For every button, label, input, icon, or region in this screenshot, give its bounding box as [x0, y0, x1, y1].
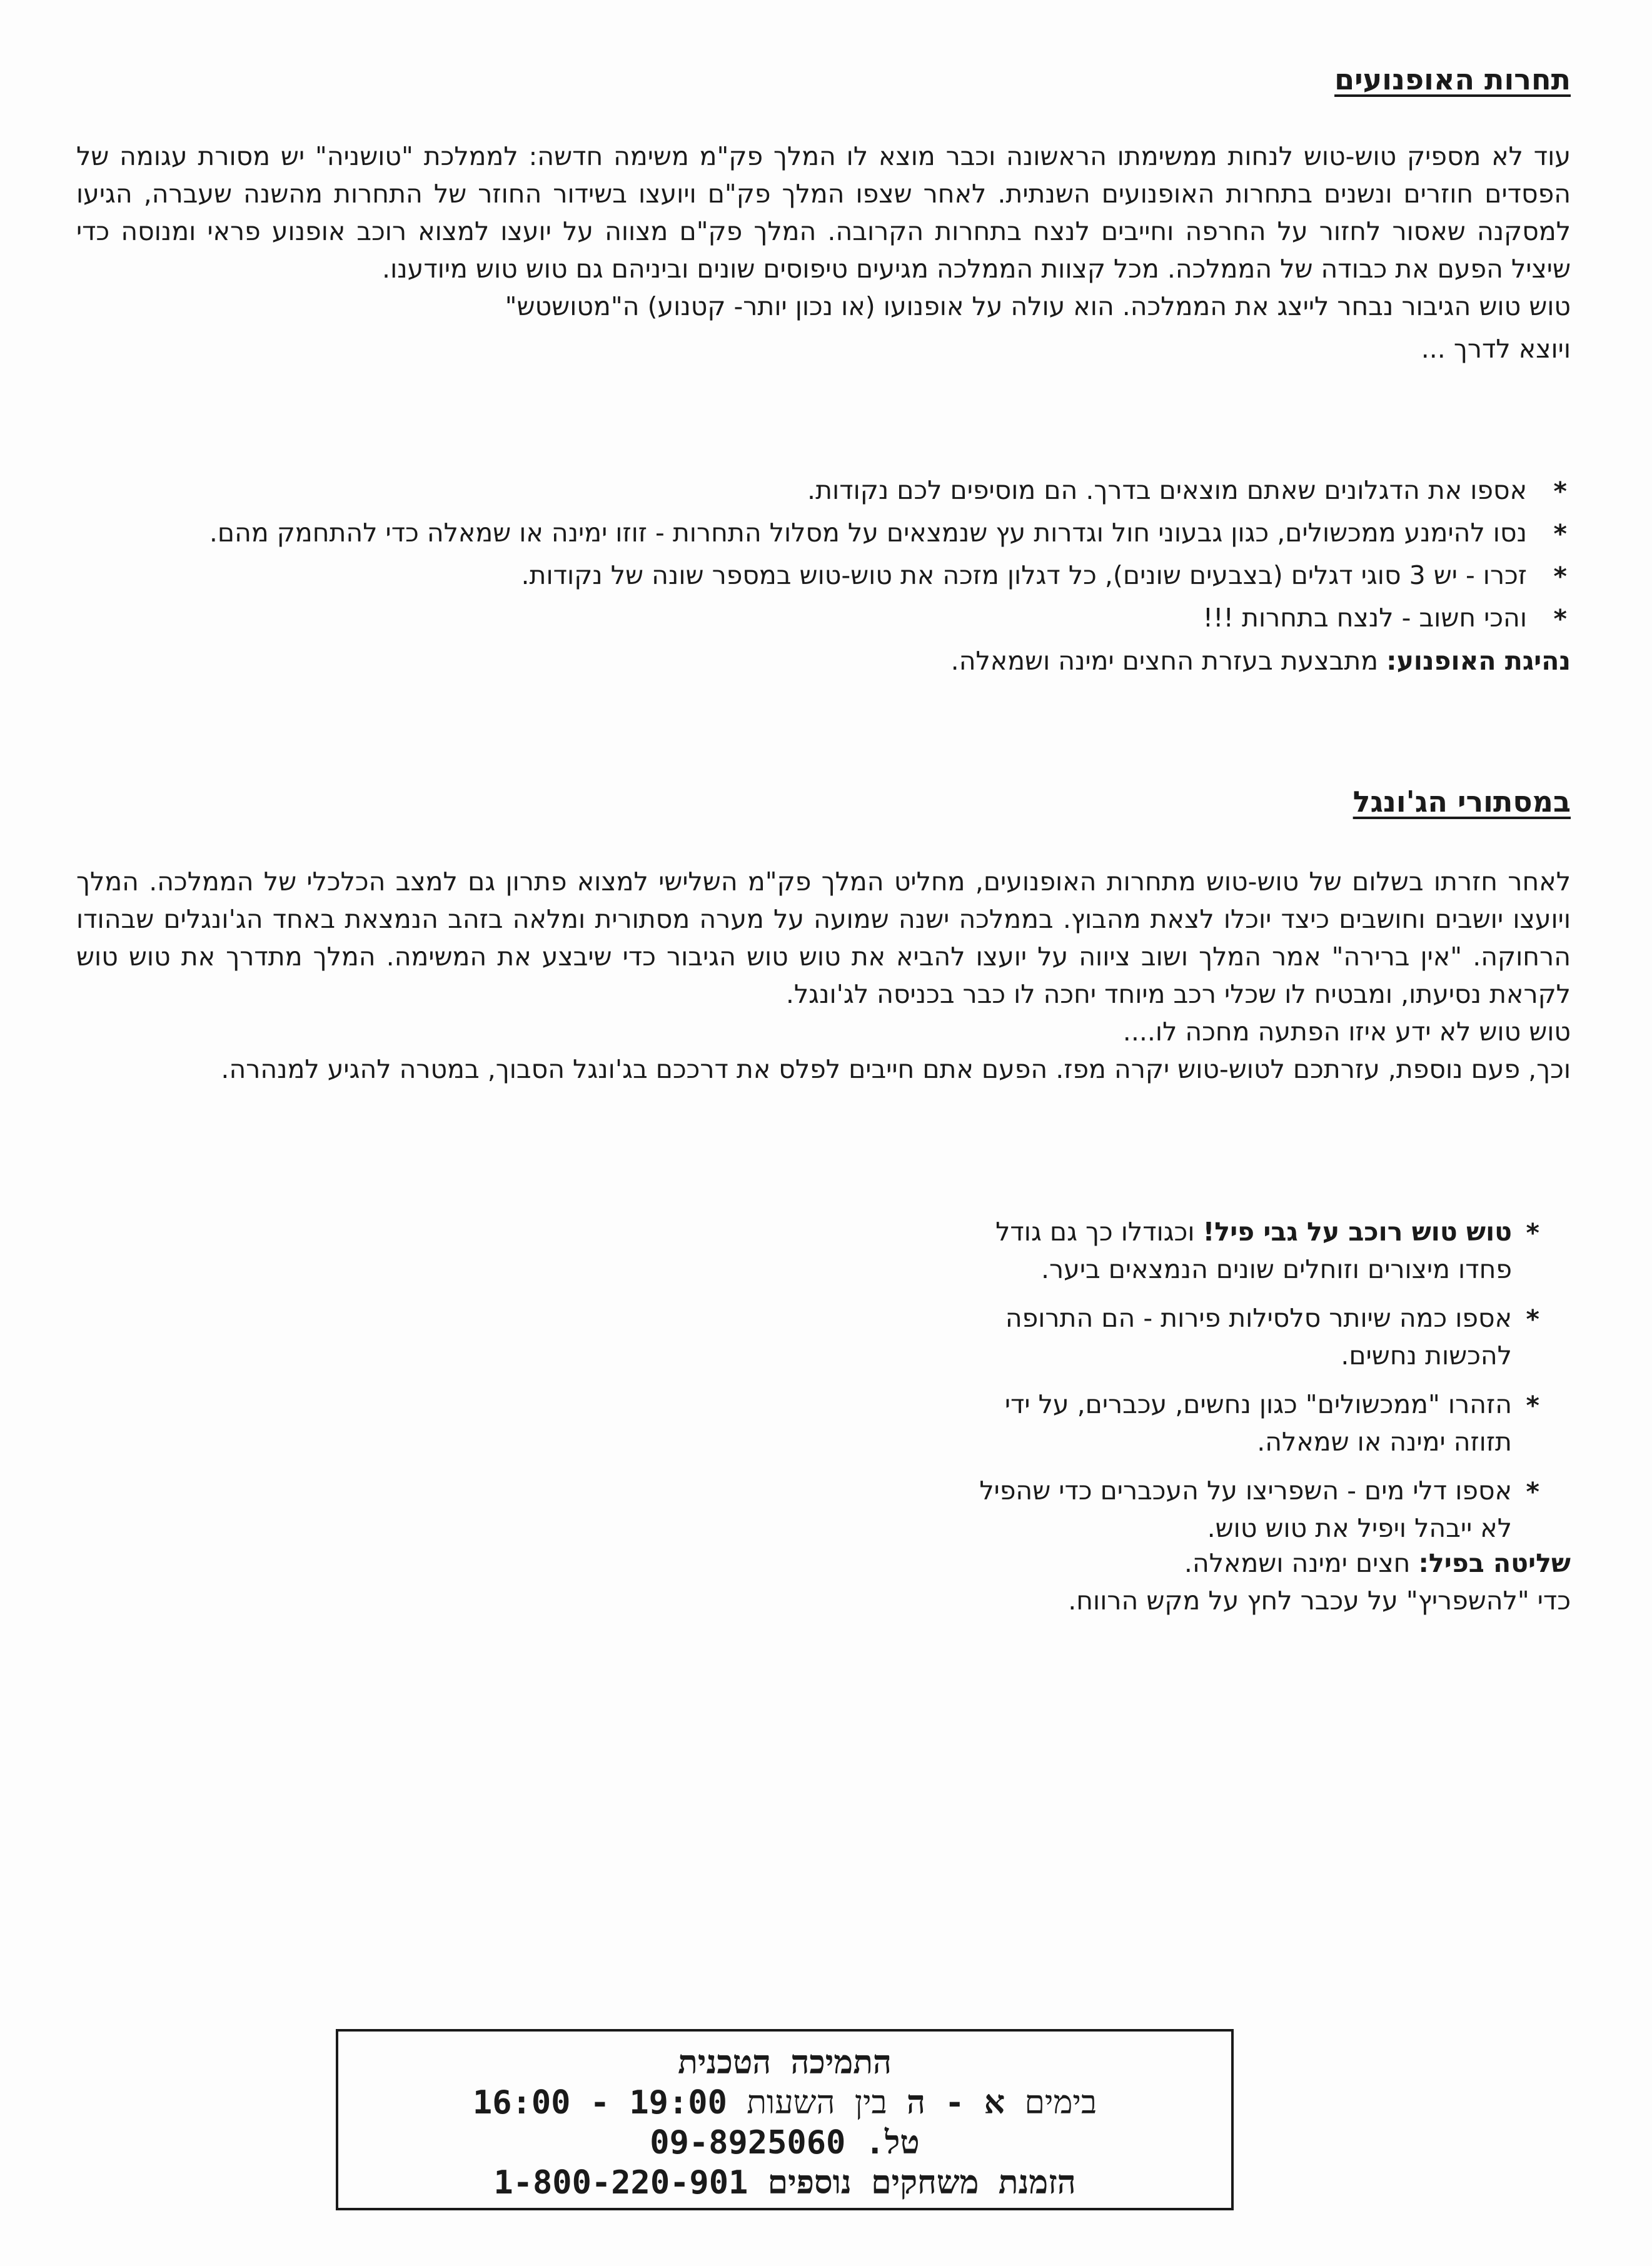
motorcycle-hero-line: טוש טוש הגיבור נבחר לייצג את הממלכה. הוא עולה על אופנועו (או נכון יותר- קטנוע) ה"מטושטש" — [505, 291, 1571, 321]
bullet-star-icon: * — [1553, 561, 1567, 592]
jungle-paragraph: לאחר חזרתו בשלום של טוש-טוש מתחרות האופנועים, מחליט המלך פק"מ השלישי למצוא פתרון גם למצב הכלכלי של הממלכה. המלך ויועצו יושבים וחושבים כיצד יוכלו לצאת מהבוץ. בממלכה ישנה שמועה על מערה מסתורית ומלאה בזהב הנמצאת באחד הג'ונגלים שבהודו הרחוקה. "אין ברירה" אמר המלך ושוב ציווה על יועצו להביא את טוש טוש הגיבור כדי שיבצע את המשימה. המלך מתדרך את טוש טוש לקראת נסיעתו, ומבטיח לו שכלי רכב מיוחד יחכה לו כבר בכניסה לג'ונגל. — [76, 867, 1571, 1009]
motorcycle-title: תחרות האופנועים — [1334, 63, 1571, 96]
bullet-star-icon: * — [1526, 1391, 1539, 1421]
support-phone: טל. 09-8925060 — [650, 2124, 920, 2162]
jungle-section — [76, 785, 1571, 818]
jungle-title: במסתורי הג'ונגל — [1352, 785, 1571, 818]
support-orders: הזמנת משחקים נוספים 1-800-220-901 — [493, 2164, 1076, 2202]
jungle-bullet-list — [977, 1213, 1539, 1547]
motorcycle-bullet: * זכרו - יש 3 סוגי דגלים (בצבעים שונים), כל דגלון מזכה את טוש-טוש במספר שונה של נקודות. — [76, 557, 1571, 593]
jungle-line-help: וכך, פעם נוספת, עזרתכם לטוש-טוש יקרה מפז. הפעם אתם חייבים לפלס את דרככם בג'ונגל הסבוך, במטרה להגיע למנהרה. — [221, 1054, 1571, 1084]
support-title: התמיכה הטכנית — [678, 2044, 892, 2082]
bullet-star-icon: * — [1526, 1477, 1539, 1507]
tech-support-box — [336, 2029, 1234, 2210]
motorcycle-story — [76, 138, 1571, 368]
jungle-controls-block — [76, 1544, 1571, 1619]
jungle-controls-spacebar: כדי "להשפריץ" על עכבר לחץ על מקש הרווח. — [1068, 1586, 1571, 1616]
bullet-star-icon: * — [1526, 1304, 1539, 1334]
motorcycle-controls-text: מתבצעת בעזרת החצים ימינה ושמאלה. — [950, 646, 1387, 676]
motorcycle-bullet: * אספו את הדגלונים שאתם מוצאים בדרך. הם מוסיפים לכם נקודות. — [76, 472, 1571, 508]
motorcycle-outro-line: ויוצא לדרך ... — [1421, 334, 1571, 364]
motorcycle-controls-label: נהיגת האופנוע: — [1386, 646, 1571, 676]
motorcycle-paragraph: עוד לא מספיק טוש-טוש לנחות ממשימתו הראשונה וכבר מוצא לו המלך פק"מ משימה חדשה: לממלכת "טושניה" יש מסורת עגומה של הפסדים חוזרים ונשנים בתחרות האופנועים השנתית. לאחר שצפו המלך פק"ם ויועצו בשידור החוזר של התחרות מהשנה שעברה, הגיעו למסקנה שאסור לחזור על החרפה וחייבים לנצח בתחרות הקרובה. המלך פק"ם מצווה על יועצו למצוא רוכב אופנוע פראי ומנוסה כדי שיציל הפעם את כבודה של הממלכה. מכל קצוות הממלכה מגיעים טיפוסים שונים וביניהם גם טוש טוש מיודענו. — [76, 141, 1571, 284]
bullet-star-icon: * — [1553, 519, 1567, 549]
support-hours-range: 16:00 - 19:00 — [472, 2084, 727, 2122]
motorcycle-bullet: * והכי חשוב - לנצח בתחרות !!! — [76, 600, 1571, 636]
motorcycle-bullet: * נסו להימנע ממכשולים, כגון גבעוני חול וגדרות עץ שנמצאים על מסלול התחרות - זוזו ימינה או שמאלה כדי להתחמק מהם. — [76, 515, 1571, 551]
support-hours: בימים א - ה בין השעות 16:00 - 19:00 — [472, 2084, 1097, 2122]
bullet-star-icon: * — [1526, 1218, 1539, 1248]
jungle-bullet: * הזהרו "ממכשולים" כגון נחשים, עכברים, על ידי תזוזה ימינה או שמאלה. — [977, 1386, 1539, 1461]
motorcycle-bullets — [76, 472, 1571, 680]
jungle-controls-text: חצים ימינה ושמאלה. — [1184, 1548, 1419, 1578]
jungle-bullets — [977, 1213, 1539, 1558]
jungle-bullet: * טוש טוש רוכב על גבי פיל! וכגודלו כך גם גודל פחדו מיצורים וזוחלים שונים הנמצאים ביער. — [977, 1213, 1539, 1288]
motorcycle-bullet-list — [76, 472, 1571, 636]
bullet-star-icon: * — [1553, 604, 1567, 634]
jungle-line-surprise: טוש טוש לא ידע איזו הפתעה מחכה לו.... — [1122, 1017, 1571, 1047]
jungle-controls-label: שליטה בפיל: — [1418, 1548, 1571, 1578]
jungle-story — [76, 863, 1571, 1088]
jungle-bullet: * אספו כמה שיותר סלסילות פירות - הם התרופה להכשות נחשים. — [977, 1299, 1539, 1374]
jungle-controls — [76, 1544, 1571, 1582]
motorcycle-controls — [76, 642, 1571, 680]
jungle-bullet: * אספו דלי מים - השפריצו על העכברים כדי שהפיל לא ייבהל ויפיל את טוש טוש. — [977, 1472, 1539, 1547]
motorcycle-section — [76, 63, 1571, 96]
bullet-star-icon: * — [1553, 476, 1567, 506]
